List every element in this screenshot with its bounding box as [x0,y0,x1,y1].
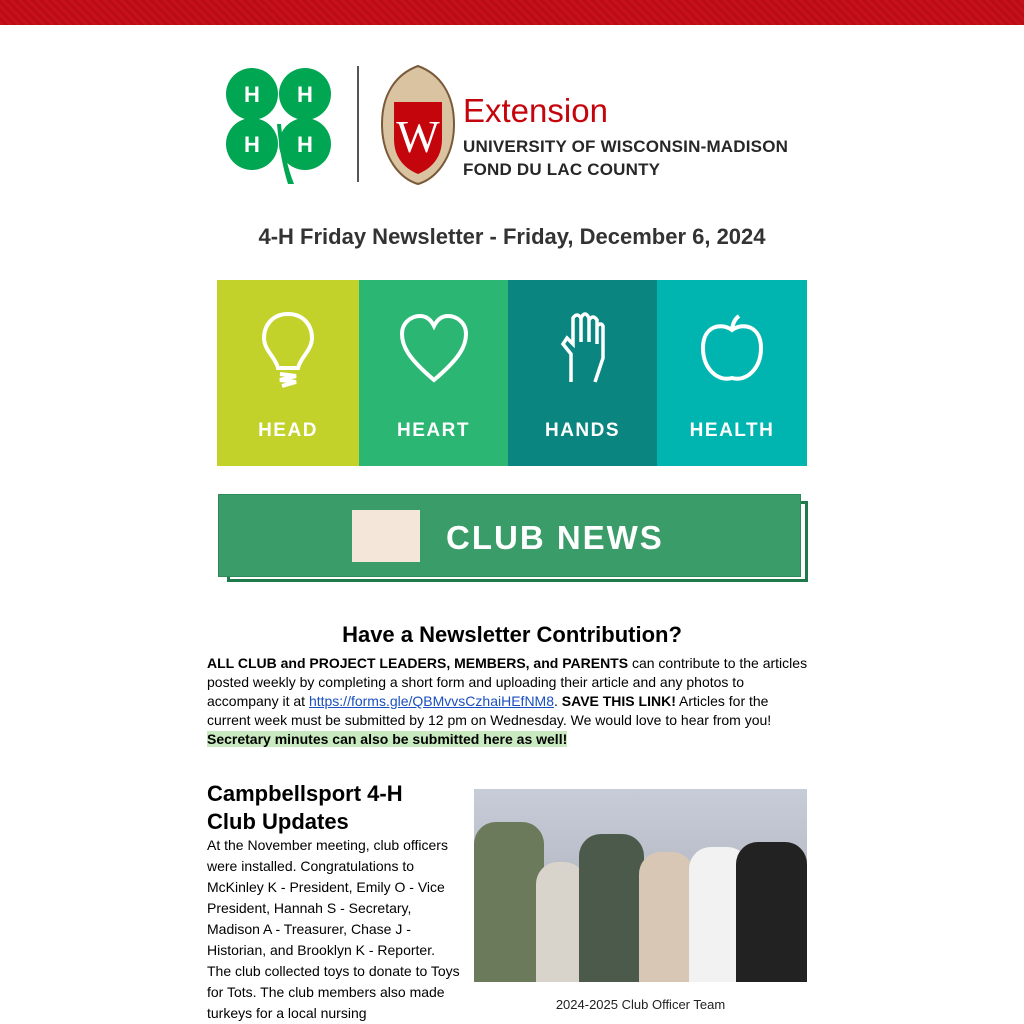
logo-divider [357,66,359,182]
svg-text:H: H [297,132,313,157]
heart-icon [398,310,470,386]
extension-label: Extension [463,92,608,129]
contribution-text-3: Articles for the current week must be submitted by 12 pm on Wednesday. We would love to hear from you! [207,693,772,728]
banner-label: HEAD [258,420,318,441]
lightbulb-icon [260,310,316,390]
banner-label: HANDS [544,420,621,441]
banner-heart [359,280,508,466]
university-name [463,135,788,181]
banner-label: HEART [397,420,470,441]
contribution-text-2: . [554,693,562,709]
club-news-title: CLUB NEWS [446,519,664,556]
banner-head [217,280,359,466]
club-news-banner [219,495,808,582]
county-label: FOND DU LAC COUNTY [463,160,661,179]
header-logo [220,62,810,187]
save-link-notice: SAVE THIS LINK! [561,693,676,709]
svg-text:H: H [297,82,313,107]
svg-text:H: H [244,82,260,107]
campbellsport-body: At the November meeting, club officers were installed. Congratulations to McKinley K - President, Emily O - Vice President, Hannah S - Secretary, Madison A - Treasurer, Chase J - Historian, and Brooklyn K - Reporter. The club collected toys to donate to Toys for Tots. The club members also made turkeys for a local nursing [207,837,460,1021]
hand-icon [557,310,609,386]
4h-clover-icon [220,64,340,186]
newspaper-icon [352,510,420,562]
banner-health [657,280,807,466]
contribution-heading: Have a Newsletter Contribution? [342,622,682,647]
uw-crest-icon [380,64,456,186]
banner-hands [508,280,657,466]
contribution-form-link[interactable]: https://forms.gle/QBMvvsCzhaiHEfNM8 [308,693,554,709]
contribution-lead: ALL CLUB and PROJECT LEADERS, MEMBERS, and PARENTS [207,655,629,671]
top-banner-stripe [0,0,1024,25]
newsletter-title: 4-H Friday Newsletter - Friday, December 6, 2024 [258,224,766,249]
banner-label: HEALTH [689,420,775,441]
svg-text:H: H [244,132,260,157]
photo-caption: 2024-2025 Club Officer Team [555,997,726,1012]
campbellsport-heading: Campbellsport 4-H Club Updates [207,781,403,834]
university-label: UNIVERSITY OF WISCONSIN-MADISON [463,137,789,156]
apple-icon [699,310,765,386]
contribution-text [207,654,812,749]
four-h-banner [217,280,807,466]
club-officer-photo [474,789,807,982]
secretary-minutes-note: Secretary minutes can also be submitted here as well! [207,731,568,747]
svg-text:W: W [396,111,440,162]
contribution-text-1: can contribute to the articles posted weekly by completing a short form and uploading their article and any photos to accompany it at [207,655,808,709]
